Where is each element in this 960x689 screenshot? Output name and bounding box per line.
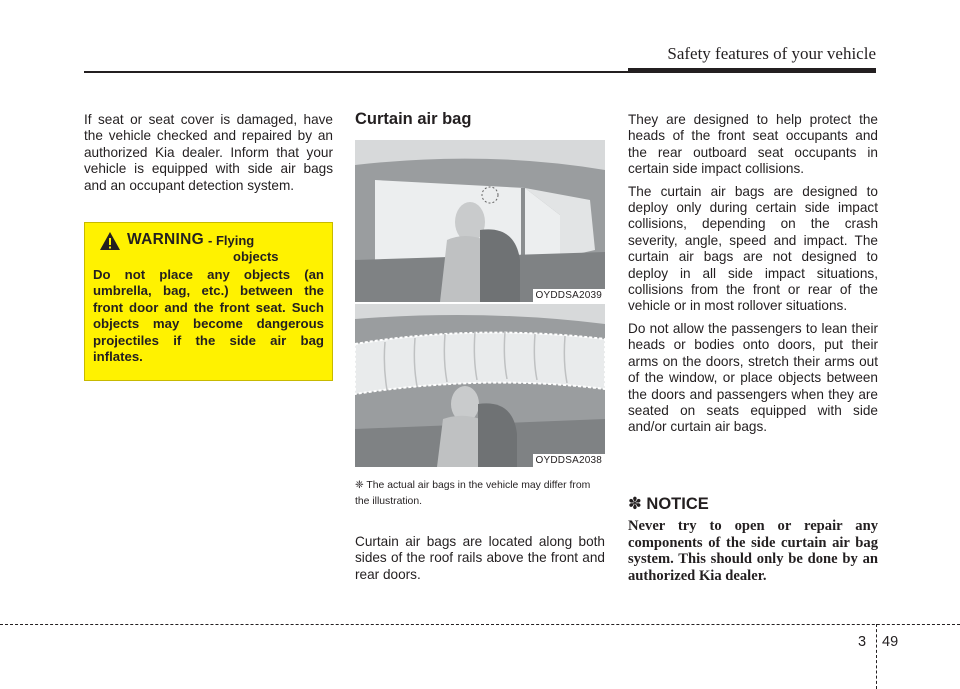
page-number: 49 [882, 634, 899, 650]
car-interior-airbag-illustration [355, 304, 605, 467]
page-chapter-number: 3 [858, 634, 867, 650]
middle-column-heading [355, 110, 605, 129]
footer-rule [0, 624, 960, 625]
figure-curtain-airbag-stowed [355, 140, 605, 302]
page-header-title: Safety features of your vehicle [667, 44, 876, 63]
middle-paragraph: Curtain air bags are located along both sides of the roof rails above the front and rear doors. [355, 534, 605, 582]
notice-body: Never try to open or repair any components of the side curtain air bag system. This should only be done by an authorized Kia dealer. [628, 518, 878, 584]
left-column [84, 112, 333, 194]
right-paragraph-3: Do not allow the passengers to lean their heads or bodies onto doors, put their arms on the doors, stretch their arms out of the window, or place objects between the doors and passengers when they are seated on seats equipped with side and/or curtain air bags. [628, 320, 878, 435]
header-rule-accent [628, 68, 876, 73]
section-title: Curtain air bag [355, 110, 472, 128]
illustration-note: ❈ The actual air bags in the vehicle may differ from the illustration. [355, 480, 591, 507]
warning-body: Do not place any objects (an umbrella, bag, etc.) between the front door and the front seat. Such objects may become dangerous projectiles if the side air bag inflates. [93, 267, 324, 365]
left-paragraph: If seat or seat cover is damaged, have the vehicle checked and repaired by an authorized Kia dealer. Inform that your vehicle is equipped with side air bags and an occupant detection system. [84, 112, 333, 193]
car-interior-illustration [355, 140, 605, 302]
figure-code-2: OYDDSA2038 [533, 454, 605, 467]
warning-subtitle: - Flying [208, 233, 255, 248]
right-paragraph-2: The curtain air bags are designed to deploy only during certain side impact collisions, depending on the crash severity, angle, speed and impact. The curtain air bags are not designed to deploy in all side impact situations, collisions from the front or rear of the vehicle or in most rollover situations. [628, 183, 878, 314]
right-column [628, 112, 878, 442]
figure-code-1: OYDDSA2039 [533, 289, 605, 302]
warning-subtitle-line2: objects [233, 249, 279, 264]
warning-title: WARNING [127, 231, 205, 248]
figure-curtain-airbag-deployed [355, 304, 605, 467]
right-paragraph-1: They are designed to help protect the heads of the front seat occupants and the rear outboard seat occupants in certain side impact collisions. [628, 112, 878, 177]
notice-title: ✽ NOTICE [628, 495, 709, 513]
warning-header [93, 231, 324, 251]
warning-triangle-icon [99, 231, 121, 251]
warning-box [84, 222, 333, 381]
footer-divider [876, 624, 877, 689]
middle-column-body [355, 534, 605, 583]
